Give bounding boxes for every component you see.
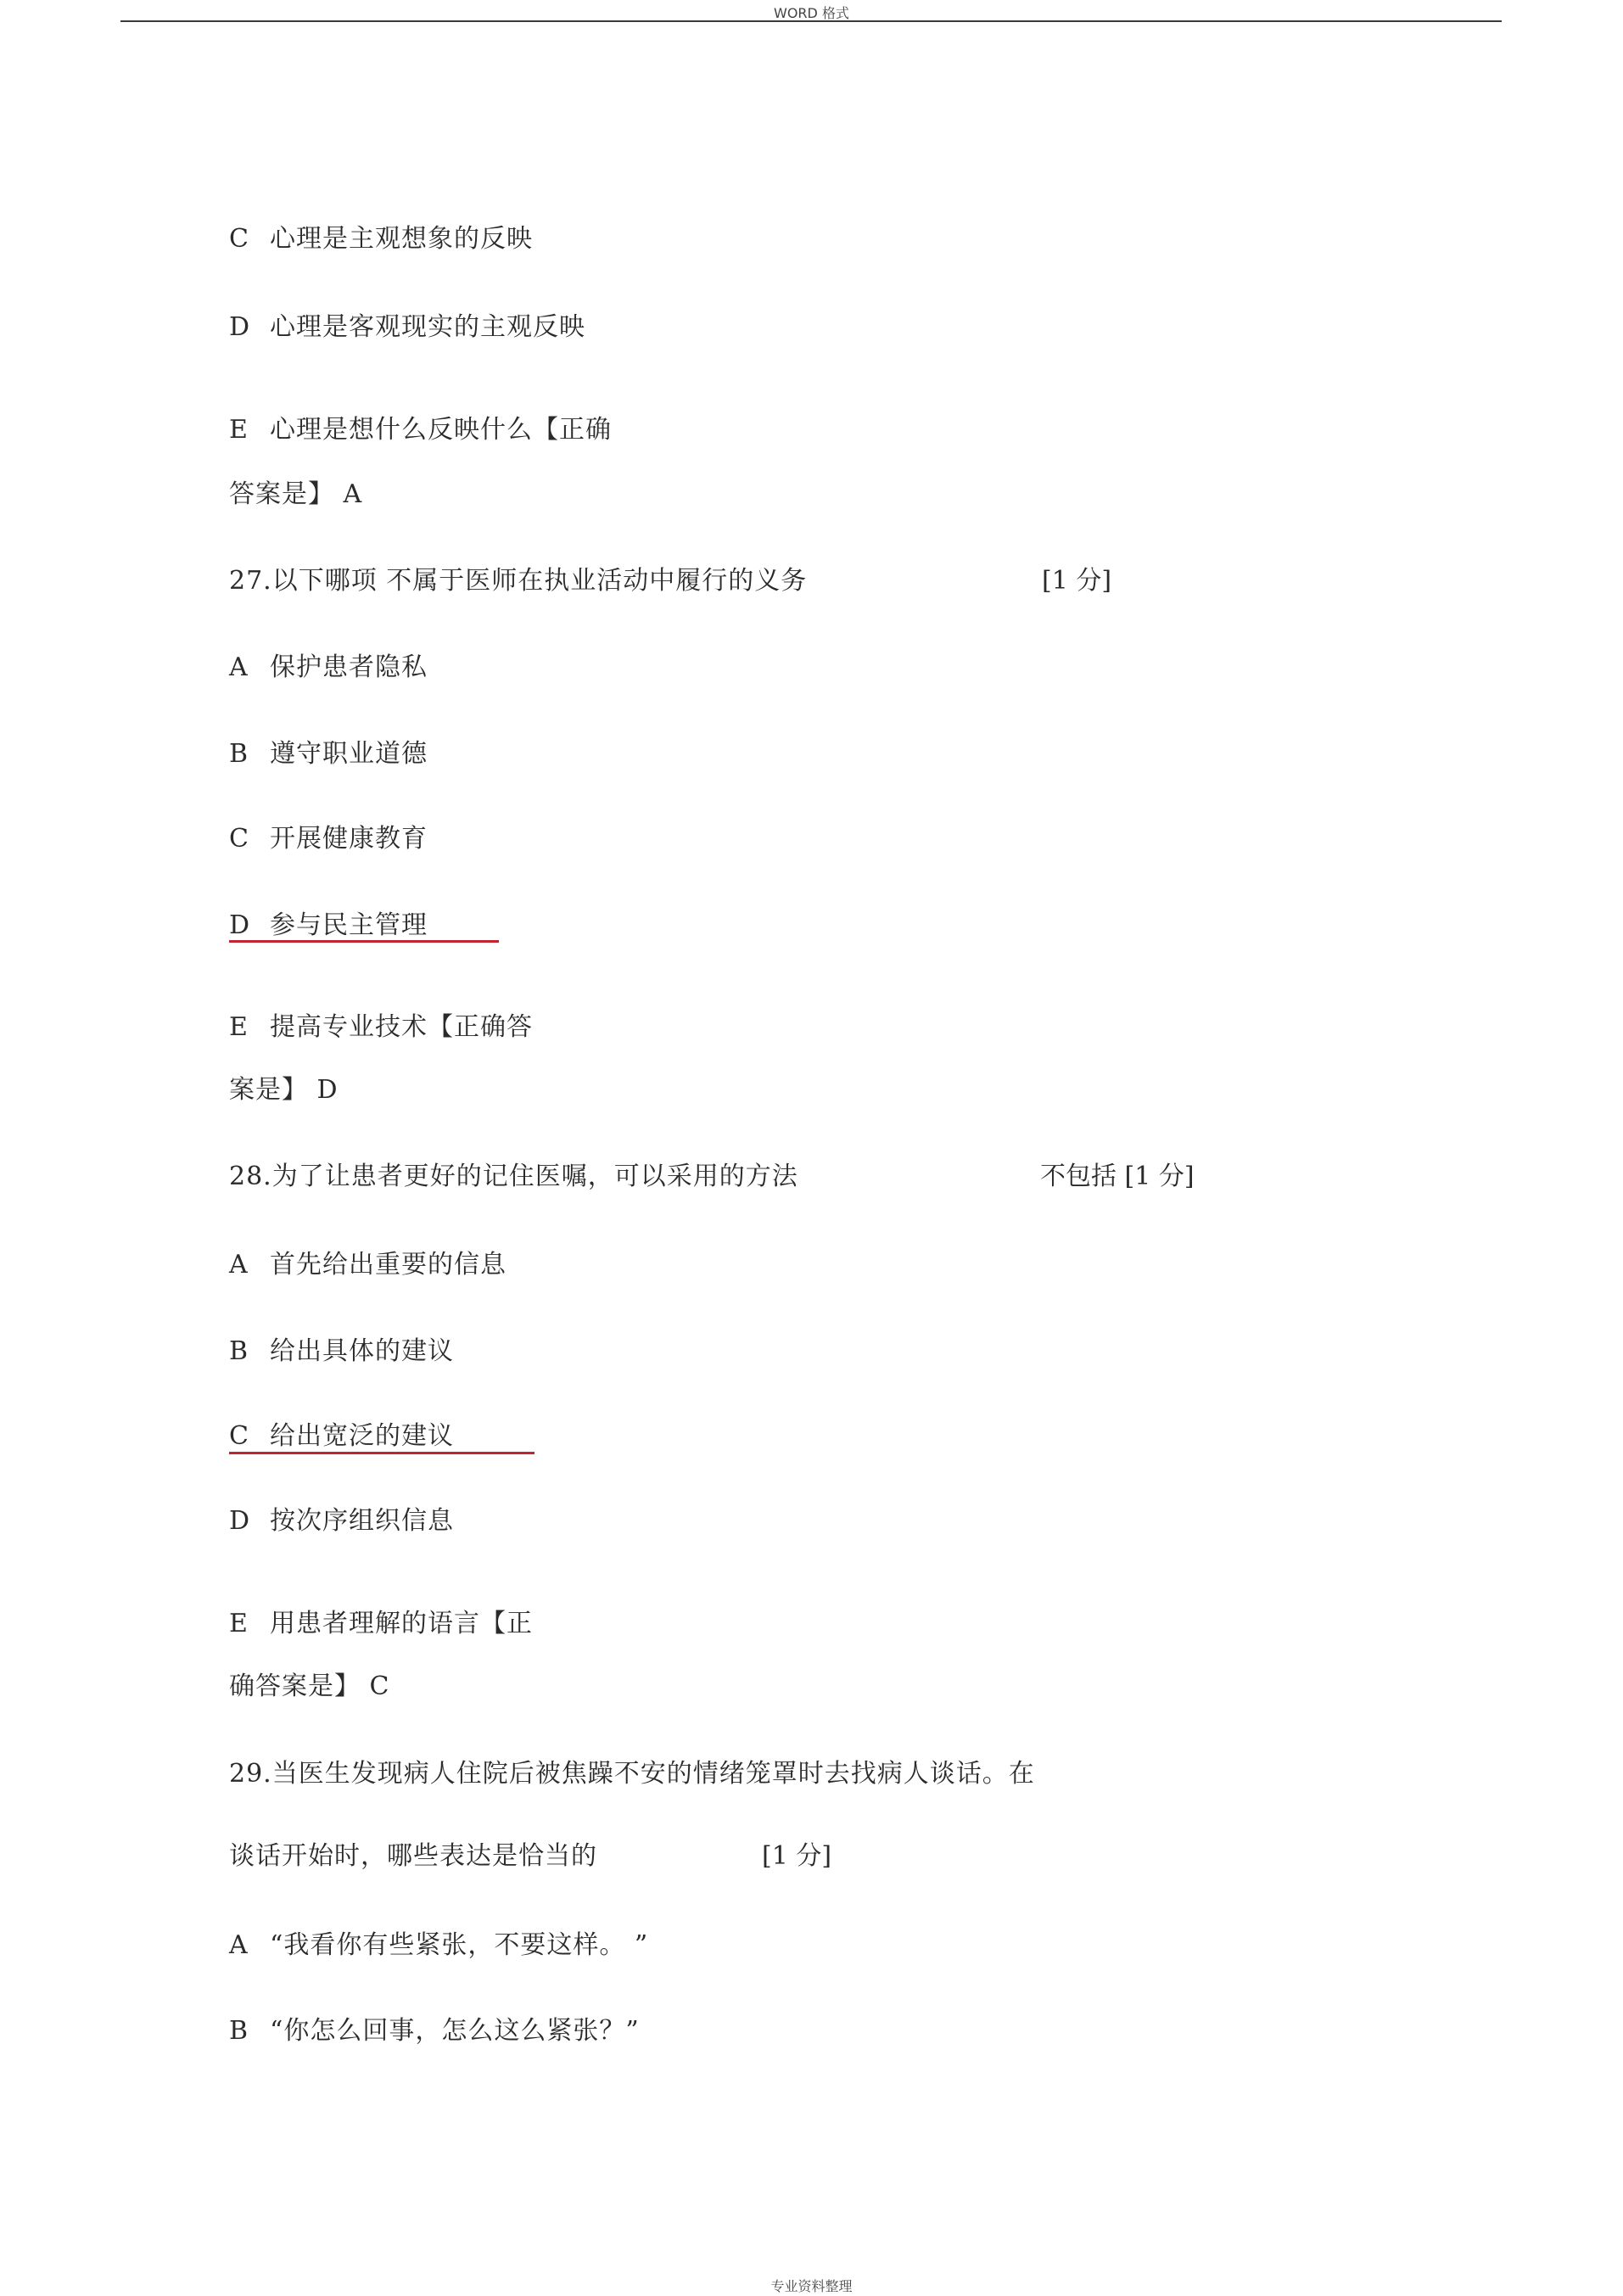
option-text: 遵守职业道德 (270, 739, 428, 769)
option-letter: E (229, 1012, 249, 1042)
option-text: 按次序组织信息 (270, 1506, 454, 1536)
page-header: WORD 格式 (774, 5, 849, 21)
option-text: 心理是想什么反映什么【正确 (270, 415, 612, 445)
option-28-c (229, 1420, 454, 1453)
option-27-d (229, 909, 428, 943)
option-letter: B (229, 2016, 249, 2046)
option-letter: C (229, 224, 249, 254)
option-28-a (229, 1248, 506, 1282)
option-letter: A (229, 652, 249, 682)
question-27-stem: 27.以下哪项 不属于医师在执业活动中履行的义务 (229, 566, 808, 596)
question-28-stem: 28.为了让患者更好的记住医嘱，可以采用的方法 (229, 1162, 798, 1191)
option-26-e (229, 413, 612, 447)
correct-answer-underline (229, 940, 499, 943)
option-27-a (229, 651, 428, 685)
option-text: 保护患者隐私 (270, 652, 428, 682)
answer-26: 答案是】 A (229, 479, 363, 509)
option-text: 首先给出重要的信息 (270, 1250, 506, 1280)
question-29-stem-line1: 29.当医生发现病人住院后被焦躁不安的情绪笼罩时去找病人谈话。在 (229, 1759, 1035, 1789)
answer-28: 确答案是】 C (229, 1672, 390, 1701)
question-29-stem-line2: 谈话开始时，哪些表达是恰当的 (229, 1841, 597, 1871)
option-27-c (229, 822, 428, 856)
question-27-score: [1 分] (1042, 566, 1112, 596)
option-letter: B (229, 739, 249, 769)
option-text: 用患者理解的语言【正 (270, 1609, 533, 1638)
answer-27: 案是】 D (229, 1075, 339, 1105)
option-letter: C (229, 824, 249, 854)
option-text: 提高专业技术【正确答 (270, 1012, 533, 1042)
option-letter: A (229, 1930, 249, 1960)
option-29-b (229, 2014, 640, 2048)
page-footer: 专业资料整理 (770, 2278, 853, 2294)
option-text: “我看你有些紧张，不要这样。 ” (270, 1930, 649, 1960)
option-text: 心理是客观现实的主观反映 (270, 312, 585, 342)
option-text: 开展健康教育 (270, 824, 428, 854)
option-letter: A (229, 1250, 249, 1280)
option-text: 心理是主观想象的反映 (270, 224, 533, 254)
option-letter: E (229, 1609, 249, 1638)
option-letter: E (229, 415, 249, 445)
option-28-d (229, 1504, 454, 1538)
option-28-b (229, 1335, 454, 1369)
question-29-score: [1 分] (762, 1841, 832, 1871)
option-letter: C (229, 1421, 249, 1451)
option-text: 参与民主管理 (270, 910, 428, 940)
option-letter: D (229, 312, 251, 342)
option-27-b (229, 737, 428, 771)
option-26-c (229, 222, 533, 256)
header-divider (120, 20, 1502, 22)
option-letter: B (229, 1336, 249, 1366)
option-29-a (229, 1929, 648, 1963)
option-text: 给出宽泛的建议 (270, 1421, 454, 1451)
option-text: “你怎么回事，怎么这么紧张？” (270, 2016, 640, 2046)
question-28-score: 不包括 [1 分] (1040, 1162, 1195, 1191)
option-letter: D (229, 910, 251, 940)
option-26-d (229, 311, 585, 344)
option-28-e (229, 1607, 533, 1641)
option-letter: D (229, 1506, 251, 1536)
correct-answer-underline (229, 1452, 534, 1454)
option-27-e (229, 1011, 533, 1044)
option-text: 给出具体的建议 (270, 1336, 454, 1366)
